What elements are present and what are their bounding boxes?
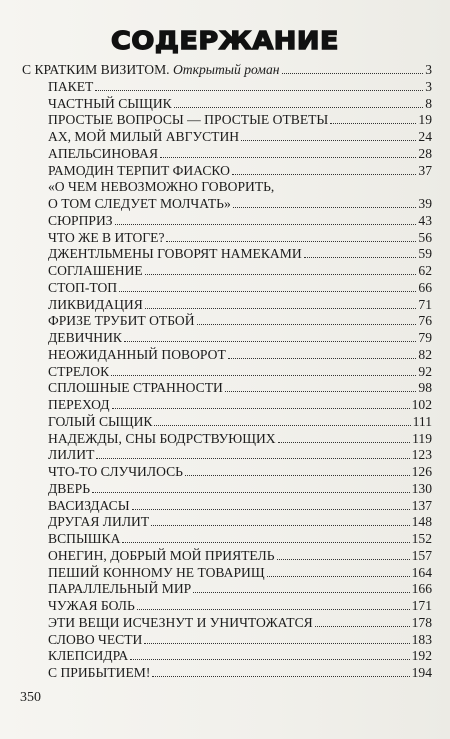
toc-leader-dots [96,458,409,459]
toc-entry [48,531,432,546]
toc-entry-title-text: ЧУЖАЯ БОЛЬ [48,598,135,613]
toc-entry-title [48,481,90,496]
toc-leader-dots [233,207,417,208]
toc-entry-page: 71 [418,296,432,312]
toc-entry-title-text: ЭТИ ВЕЩИ ИСЧЕЗНУТ И УНИЧТОЖАТСЯ [48,614,313,630]
toc-entry-page: 171 [411,598,432,613]
toc-entry-title [48,514,149,529]
toc-entry [48,112,432,127]
toc-entry-page: 98 [418,380,432,396]
toc-entry-page: 56 [418,229,432,245]
toc-entry [48,196,432,211]
toc-entry [48,179,432,194]
toc-leader-dots [112,408,410,409]
toc-leader-dots [197,324,417,325]
toc-leader-dots [137,609,410,610]
toc-entry-page: 24 [418,129,432,144]
toc-entry-page: 28 [418,145,432,161]
toc-entry-title-text: С КРАТКИМ ВИЗИТОМ. [22,62,173,77]
toc-entry [48,447,432,462]
toc-entry-title-text: СТРЕЛОК [48,363,110,379]
toc-entry-title [48,531,120,546]
toc-entry-page: 39 [418,196,432,211]
toc-entry-page: 3 [425,78,432,94]
toc-entry-title-text: СЛОВО ЧЕСТИ [48,631,143,647]
toc-entry-page: 66 [418,279,432,295]
toc-entry-title [48,246,302,261]
toc-entry-title [48,129,239,144]
toc-entry-title-text: ПЕШИЙ КОННОМУ НЕ ТОВАРИЩ [48,564,265,580]
toc-entry [48,397,432,412]
toc-entry-title [48,146,158,161]
toc-entry-title [48,347,226,362]
toc-entry-page: 19 [418,112,432,128]
toc-leader-dots [174,107,423,108]
toc-entry-title-text: О ТОМ СЛЕДУЕТ МОЛЧАТЬ» [48,196,231,211]
toc-entry-title [48,632,142,647]
toc-entry-page: 183 [411,631,432,647]
toc-entry [48,280,432,295]
toc-entry-page: 148 [411,514,432,530]
toc-entry-title-text: СПЛОШНЫЕ СТРАННОСТИ [48,380,223,396]
toc-entry-title [48,96,172,111]
toc-entry-title [48,213,113,228]
toc-entry-title-text: НЕОЖИДАННЫЙ ПОВОРОТ [48,346,226,362]
toc-entry-page: 194 [411,665,432,680]
toc-entry-title-text: ПАКЕТ [48,78,94,94]
toc-entry-title-text: ГОЛЫЙ СЫЩИК [48,413,153,429]
toc-entry-title [48,364,109,379]
page-number: 350 [20,690,41,705]
toc-entry-title [48,230,164,245]
toc-entry-title-text: АХ, МОЙ МИЛЫЙ АВГУСТИН [48,129,240,144]
toc-entry-page: 59 [418,246,432,262]
toc-entry [48,297,432,312]
toc-entry-title [48,431,276,446]
toc-entry-title-text: КЛЕПСИДРА [48,648,129,664]
toc-entry-title [48,79,93,94]
toc-entry [48,330,432,345]
toc-leader-dots [185,475,410,476]
toc-entry-page: 62 [418,263,432,278]
toc-entry-title [48,447,94,462]
toc-leader-dots [241,140,416,141]
toc-entry [48,632,432,647]
toc-leader-dots [315,626,410,627]
toc-entry-page: 123 [411,447,432,463]
toc-entry [48,163,432,178]
toc-entry-title [48,414,152,429]
toc-leader-dots [278,442,411,443]
toc-leader-dots [124,341,416,342]
toc-entry [48,380,432,395]
toc-entry-title [48,263,143,278]
toc-leader-dots [330,123,416,124]
toc-entry-title [48,464,183,479]
toc-entry-title [48,112,328,127]
toc-entry-title-text: СТОП-ТОП [48,279,118,295]
toc-entry-page: 152 [411,531,432,546]
toc-entry-title-text: НАДЕЖДЫ, СНЫ БОДРСТВУЮЩИХ [48,430,276,446]
toc-entry-page: 164 [411,564,432,580]
page-title: СОДЕРЖАНИЕ [110,26,340,55]
toc-entry-page: 130 [411,480,432,496]
toc-entry-page: 82 [418,346,432,362]
toc-entry [48,230,432,245]
toc-entry-title-text: АПЕЛЬСИНОВАЯ [48,145,159,161]
toc-entry [48,615,432,630]
toc-entry [22,62,432,77]
toc-entry [48,414,432,429]
toc-entry-title [48,380,223,395]
toc-entry-title-text: ЧТО ЖЕ В ИТОГЕ? [48,229,165,245]
toc-entry [48,96,432,111]
toc-leader-dots [160,157,416,158]
toc-entry-page: 43 [418,212,432,228]
toc-entry-title [48,163,230,178]
toc-leader-dots [115,224,417,225]
toc-entry-title [48,648,128,663]
toc-entry [48,431,432,446]
toc-entry-title [48,196,231,211]
toc-entry-page: 102 [411,397,432,412]
toc-entry [48,347,432,362]
toc-leader-dots [130,659,409,660]
toc-entry-title [48,313,195,328]
toc-entry-page: 157 [411,547,432,563]
toc-leader-dots [122,542,409,543]
toc-entry [48,313,432,328]
toc-entry-subtitle: Открытый роман [172,62,280,77]
toc-entry-title [48,548,275,563]
toc-entry [48,79,432,94]
toc-entry [48,498,432,513]
toc-entry-title-text: СЮРПРИЗ [48,212,113,228]
toc-entry [48,514,432,529]
toc-entry [48,263,432,278]
toc-leader-dots [225,391,417,392]
toc-leader-dots [92,492,410,493]
toc-entry [48,598,432,613]
toc-leader-dots [193,592,409,593]
toc-entry [48,246,432,261]
toc-leader-dots [228,358,417,359]
toc-entry-page: 3 [425,62,432,77]
toc-entry-page: 76 [418,313,432,329]
toc-entry-title-text: ЛИКВИДАЦИЯ [48,296,143,312]
toc-entry [48,481,432,496]
toc-entry-title [48,581,191,596]
toc-entry-title [48,598,135,613]
toc-leader-dots [282,73,424,74]
toc-leader-dots [144,643,409,644]
toc-entry-page: 119 [412,430,432,446]
toc-entry-page: 92 [418,363,432,379]
toc-entry-page: 192 [411,648,432,664]
toc-entry-title-text: ЧТО-ТО СЛУЧИЛОСЬ [48,464,183,479]
toc-entry-title-text: ВАСИЗДАСЫ [48,497,130,513]
toc-entry-title [48,665,150,680]
toc-entry [48,648,432,663]
toc-leader-dots [267,576,410,577]
toc-leader-dots [95,90,423,91]
toc-leader-dots [154,425,410,426]
toc-entry-title-text: СОГЛАШЕНИЕ [48,263,143,278]
toc-entry-page: 111 [412,413,432,429]
toc-entry-title [48,615,313,630]
toc-entry-title [22,62,280,77]
toc-entry-title [48,397,110,412]
toc-entry-title-text: ЛИЛИТ [48,447,95,463]
toc-entry-page: 137 [411,497,432,513]
toc-leader-dots [304,257,417,258]
toc-entry-title-text: ОНЕГИН, ДОБРЫЙ МОЙ ПРИЯТЕЛЬ [48,547,275,563]
toc-entry-title-text: ВСПЫШКА [48,531,121,546]
toc-leader-dots [132,509,410,510]
toc-entry-title-text: С ПРИБЫТИЕМ! [48,665,151,680]
toc-entry-title-text: ДВЕРЬ [48,480,91,496]
toc-entry-page: 37 [418,162,432,178]
toc-leader-dots [277,559,410,560]
toc-entry-title-text: «О ЧЕМ НЕВОЗМОЖНО ГОВОРИТЬ, [48,179,275,195]
toc-leader-dots [145,274,417,275]
toc-entry-title [48,280,117,295]
toc-entry-page: 79 [418,330,432,345]
toc-entry [48,213,432,228]
toc-leader-dots [152,676,409,677]
toc-entry [48,129,432,144]
toc-entry-title-text: ФРИЗЕ ТРУБИТ ОТБОЙ [48,313,195,329]
toc-entry-title-text: ПАРАЛЛЕЛЬНЫЙ МИР [48,581,192,597]
toc-entry-title-text: РАМОДИН ТЕРПИТ ФИАСКО [48,162,230,178]
toc-leader-dots [119,291,416,292]
toc-leader-dots [166,241,416,242]
toc-entry-title-text: ПРОСТЫЕ ВОПРОСЫ — ПРОСТЫЕ ОТВЕТЫ [48,112,329,128]
toc-entry-title [48,297,143,312]
toc-entry-title-text: ДРУГАЯ ЛИЛИТ [48,514,150,530]
toc-leader-dots [145,308,417,309]
toc-entry [48,581,432,596]
toc-entry-title-text: ПЕРЕХОД [48,397,110,412]
toc-entry-title [48,498,130,513]
toc-leader-dots [111,375,416,376]
toc-entry-title [48,565,265,580]
toc-entry-page: 178 [411,614,432,630]
toc-entry-title-text: ЧАСТНЫЙ СЫЩИК [48,95,172,111]
toc-entry [48,146,432,161]
toc-leader-dots [151,525,409,526]
toc-entry-title [48,179,274,194]
toc-entry [48,364,432,379]
toc-entry-page: 166 [411,581,432,597]
toc-leader-dots [232,174,416,175]
toc-entry-page: 126 [411,464,432,479]
toc-entry [48,665,432,680]
toc-entry-title-text: ДЕВИЧНИК [48,330,122,345]
toc-entry-title [48,330,122,345]
toc-entry-title-text: ДЖЕНТЛЬМЕНЫ ГОВОРЯТ НАМЕКАМИ [48,246,302,262]
toc-entry [48,464,432,479]
toc-entry [48,565,432,580]
toc-entry-page: 8 [425,95,432,111]
toc-entry [48,548,432,563]
